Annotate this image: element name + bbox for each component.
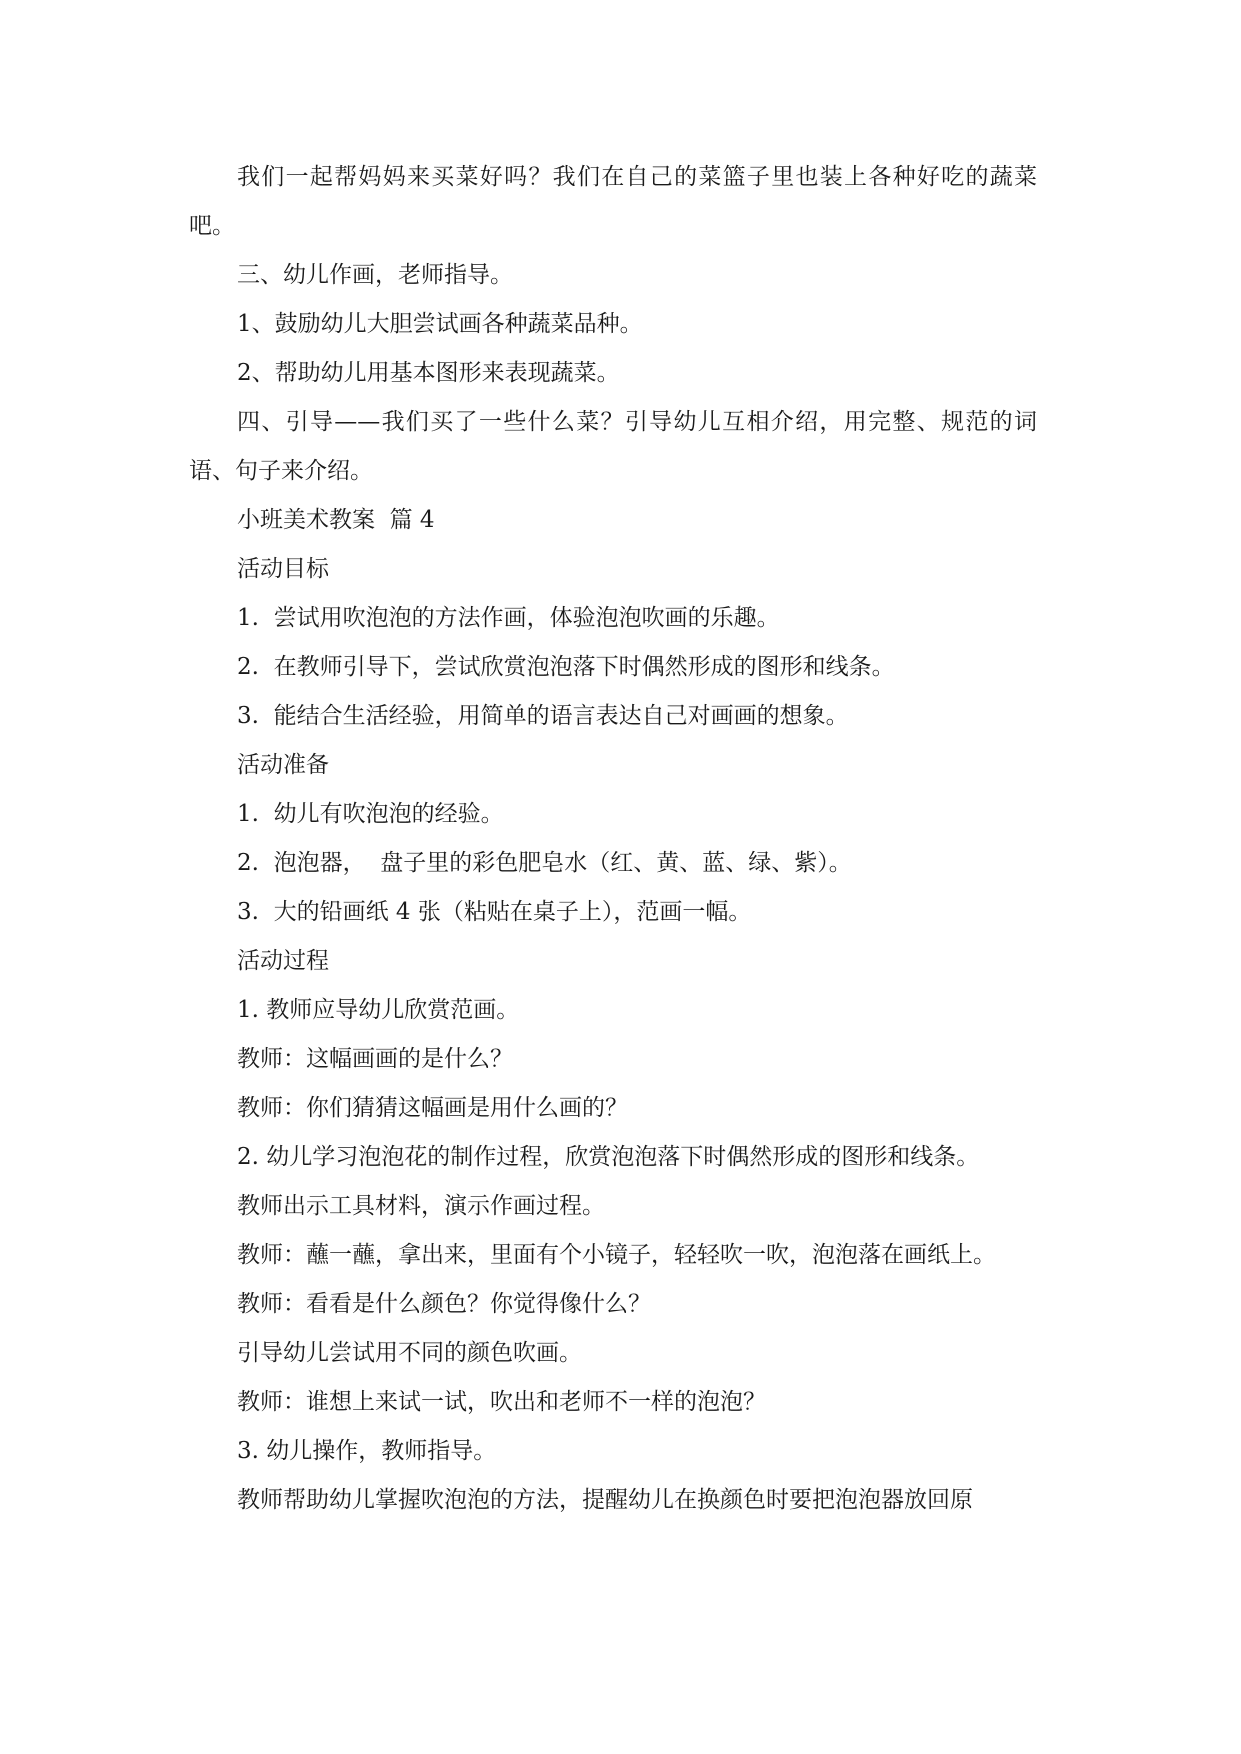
document-body: [189, 153, 1037, 1525]
list-item: 2. 泡泡器， 盘子里的彩色肥皂水（红、黄、蓝、绿、紫）。: [237, 850, 852, 876]
paragraph: 我们一起帮妈妈来买菜好吗？我们在自己的菜篮子里也装上各种好吃的蔬菜吧。: [189, 164, 1037, 239]
section-heading: 活动过程: [237, 948, 329, 974]
list-item: 2、帮助幼儿用基本图形来表现蔬菜。: [237, 360, 620, 386]
section-heading: 活动目标: [237, 556, 329, 582]
section-heading: 三、幼儿作画，老师指导。: [237, 262, 513, 288]
paragraph: 教师：谁想上来试一试，吹出和老师不一样的泡泡？: [237, 1389, 766, 1415]
list-item: 3. 能结合生活经验，用简单的语言表达自己对画画的想象。: [237, 703, 849, 729]
list-item: 1、鼓励幼儿大胆尝试画各种蔬菜品种。: [237, 311, 643, 337]
paragraph: 教师：这幅画画的是什么？: [237, 1046, 513, 1072]
list-item: 1. 尝试用吹泡泡的方法作画，体验泡泡吹画的乐趣。: [237, 605, 780, 631]
section-heading: 活动准备: [237, 752, 329, 778]
list-item: 3. 幼儿操作，教师指导。: [237, 1438, 497, 1464]
list-item: 1. 幼儿有吹泡泡的经验。: [237, 801, 504, 827]
paragraph: 教师：蘸一蘸，拿出来，里面有个小镜子，轻轻吹一吹，泡泡落在画纸上。: [237, 1242, 996, 1268]
paragraph: 教师：你们猜猜这幅画是用什么画的？: [237, 1095, 628, 1121]
list-item: 2. 幼儿学习泡泡花的制作过程，欣赏泡泡落下时偶然形成的图形和线条。: [237, 1144, 980, 1170]
paragraph: 教师帮助幼儿掌握吹泡泡的方法，提醒幼儿在换颜色时要把泡泡器放回原: [237, 1487, 973, 1513]
list-item: 2. 在教师引导下，尝试欣赏泡泡落下时偶然形成的图形和线条。: [237, 654, 895, 680]
list-item: 3. 大的铅画纸 4 张（粘贴在桌子上），范画一幅。: [237, 899, 752, 925]
paragraph: 引导幼儿尝试用不同的颜色吹画。: [237, 1340, 582, 1366]
list-item: 1. 教师应导幼儿欣赏范画。: [237, 997, 520, 1023]
paragraph: 四、引导——我们买了一些什么菜？引导幼儿互相介绍，用完整、规范的词语、句子来介绍。: [189, 409, 1037, 484]
paragraph: 教师出示工具材料，演示作画过程。: [237, 1193, 605, 1219]
lesson-title: 小班美术教案 篇 4: [237, 507, 435, 533]
paragraph: 教师：看看是什么颜色？你觉得像什么？: [237, 1291, 651, 1317]
